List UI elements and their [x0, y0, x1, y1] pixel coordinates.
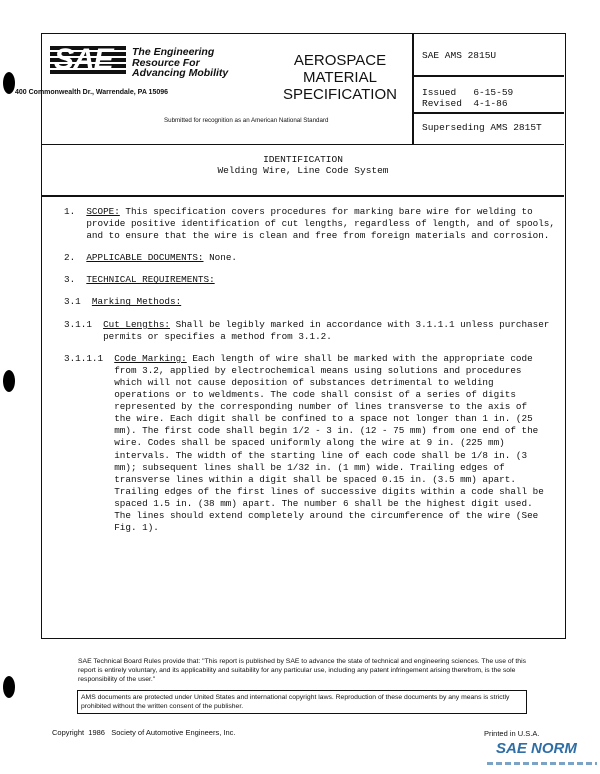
watermark: SAE NORM: [496, 740, 577, 757]
punch-hole-middle: [3, 370, 15, 392]
section-1: 1. SCOPE: This specification covers procedures for marking bare wire for welding to provide positive identification of cut lengths, regardless of length, and of spools, and to ensure that the wire is clean and free from foreign materials and corrosion.: [64, 206, 555, 242]
section-3-1-1: 3.1.1 Cut Lengths: Shall be legibly marked in accordance with 3.1.1.1 unless purchaser permits or specifies a method from 3.1.2.: [64, 318, 550, 342]
submitted-note: Submitted for recognition as an American National Standard: [164, 117, 329, 124]
printed-in: Printed in U.S.A.: [484, 729, 540, 738]
tagline: The Engineering Resource For Advancing Mobility: [132, 46, 229, 79]
punch-hole-top: [3, 72, 15, 94]
document-frame: [15, 33, 566, 639]
copyright-line: Copyright 1986 Society of Automotive Engineers, Inc.: [52, 728, 236, 737]
section-3-1: 3.1 Marking Methods:: [64, 296, 182, 308]
section-3-1-1-1: 3.1.1.1 Code Marking: Each length of wire shall be marked with the appropriate code from 3.2, applied by electrochemical means using solutions and procedures which will not cause deposition of substances detrimental to welding operations or to weldments. The code shall consist of a series of digits represented by the corresponding number of lines transverse to the axis of the wire. Each digit shall be confined to a space not longer than 1 in. (25 mm). The first code shall begin 1/2 - 3 in. (12 - 75 mm) from one end of the wire. Codes shall be spaced uniformly along the wire at 9 in. (225 mm) intervals. The width of the starting line of each code shall be 1/8 in. (3 mm); subsequent lines shall be 1/32 in. (1 mm) wide. Trailing edges of transverse lines within a digit shall be spaced 0.15 in. (3.5 mm) apart. Trailing edges of the first lines of successive digits within a code shall be spaced 1.5 in. (38 mm) apart. The number 6 shall be the highest digit used. The lines should extend completely around the circumference of the wire (See Fig. 1).: [64, 352, 544, 534]
copyright-notice: AMS documents are protected under United States and international copyright laws. Reproduction of these documents by any means is strictly prohibited without the written consent of the publisher.: [77, 690, 527, 714]
header-rule: [412, 75, 564, 77]
body-text: [42, 206, 564, 544]
title-divider: [42, 195, 564, 197]
board-rules: SAE Technical Board Rules provide that: "This report is published by SAE to advance the state of technical and engineering sciences. The use of this report is entirely voluntary, and its applicability and suitability for any particular use, including any patent infringement arising therefrom, is the sole responsibility of the user.": [78, 658, 526, 683]
header: [15, 34, 564, 145]
header-divider: [412, 34, 414, 144]
superseding: Superseding AMS 2815T: [422, 122, 542, 133]
header-rule: [412, 112, 564, 114]
sae-logo-text: SAE: [54, 43, 113, 76]
document-title: IDENTIFICATION Welding Wire, Line Code System: [217, 154, 389, 176]
section-2: 2. APPLICABLE DOCUMENTS: None.: [64, 252, 237, 264]
watermark-underline: [487, 762, 597, 765]
issue-dates: Issued 6-15-59 Revised 4-1-86: [422, 87, 514, 109]
punch-hole-bottom: [3, 676, 15, 698]
address: 400 Commonwealth Dr., Warrendale, PA 15096: [15, 89, 169, 96]
ams-number: SAE AMS 2815U: [422, 50, 497, 61]
spec-title: AEROSPACE MATERIAL SPECIFICATION: [283, 52, 397, 103]
section-3: 3. TECHNICAL REQUIREMENTS:: [64, 274, 215, 286]
